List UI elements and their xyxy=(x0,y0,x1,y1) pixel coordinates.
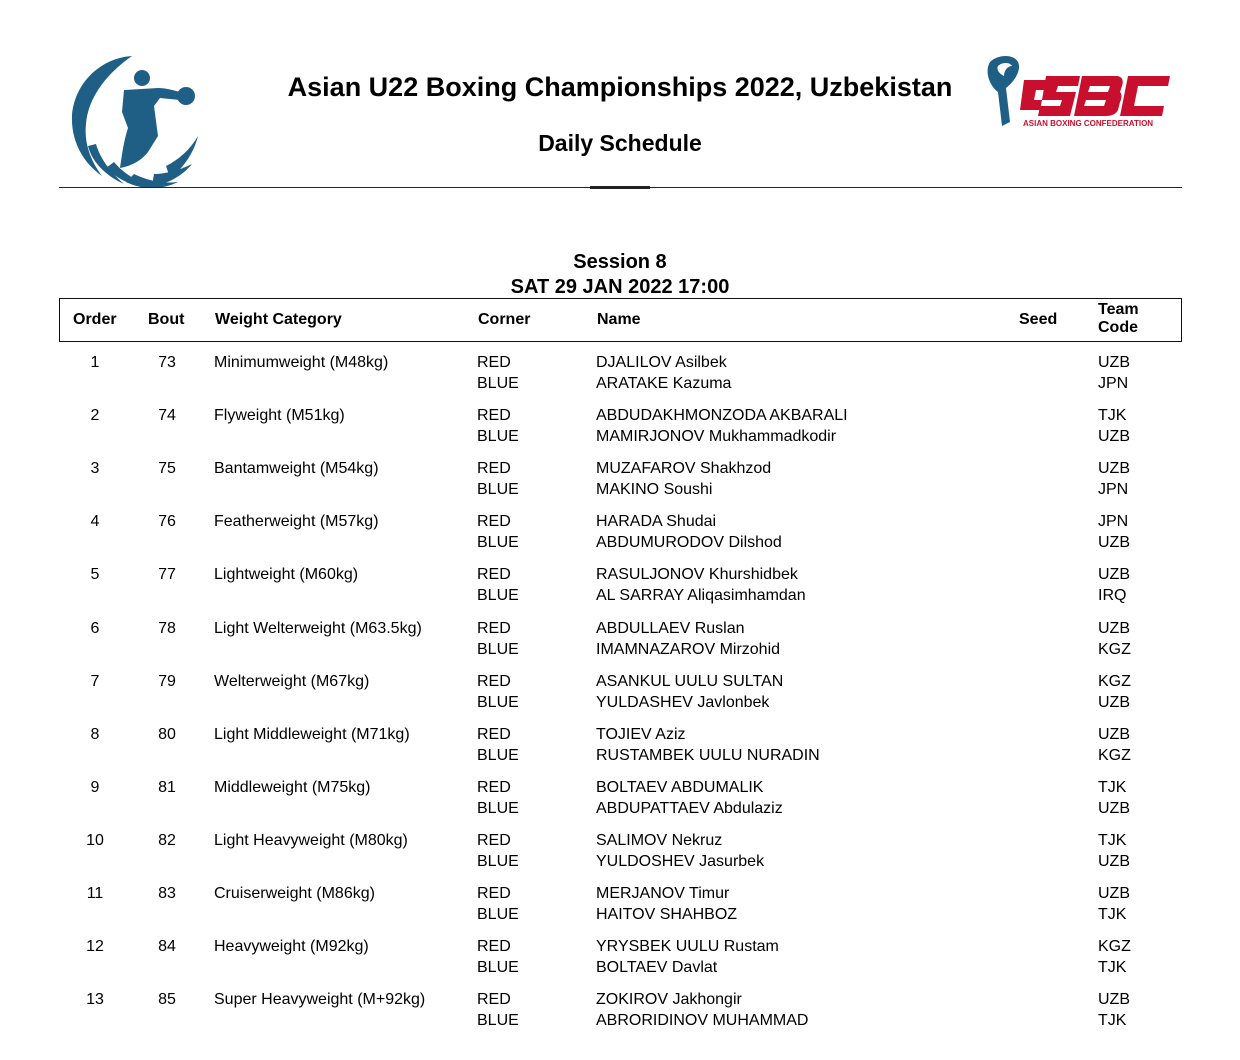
weight-category: Heavyweight (M92kg) xyxy=(214,938,369,956)
bout-number: 74 xyxy=(158,407,176,425)
team-code-cell xyxy=(1098,564,1130,606)
weight-category-cell xyxy=(214,564,358,585)
team-code-blue: IRQ xyxy=(1098,587,1127,605)
bout-order: 6 xyxy=(90,619,100,637)
bout-order: 7 xyxy=(90,672,100,690)
boxer-name-blue: ARATAKE Kazuma xyxy=(596,375,732,392)
weight-category: Light Welterweight (M63.5kg) xyxy=(214,619,422,637)
boxer-name-red: ASANKUL UULU SULTAN xyxy=(596,672,784,690)
bout-order: 2 xyxy=(90,407,100,425)
table-row xyxy=(59,352,1182,394)
col-bout: Bout xyxy=(148,311,185,328)
col-weight: Weight Category xyxy=(215,311,342,328)
bout-order-cell xyxy=(59,724,131,745)
bout-number: 81 xyxy=(158,778,176,796)
team-code-blue: KGZ xyxy=(1098,640,1131,658)
bout-number: 80 xyxy=(158,725,176,743)
session-info xyxy=(0,250,1240,300)
boxer-name-red: BOLTAEV ABDUMALIK xyxy=(596,778,764,796)
boxer-name-blue: AL SARRAY Aliqasimhamdan xyxy=(596,587,806,605)
corner-cell xyxy=(477,671,519,713)
boxer-name-red: ABDUDAKHMONZODA AKBARALI xyxy=(596,407,848,425)
bout-order: 4 xyxy=(90,513,100,531)
team-code-cell xyxy=(1098,458,1130,500)
team-code-blue: TJK xyxy=(1098,959,1127,977)
boxer-name-cell xyxy=(596,458,771,500)
team-code-red: KGZ xyxy=(1098,672,1131,690)
corner-red: RED xyxy=(477,460,511,478)
team-code-blue: UZB xyxy=(1098,799,1130,817)
team-code-red: JPN xyxy=(1098,513,1129,531)
team-code-red: TJK xyxy=(1098,407,1127,425)
bout-number-cell xyxy=(147,671,187,692)
col-order: Order xyxy=(73,311,117,328)
boxer-name-cell xyxy=(596,936,779,978)
team-code-red: UZB xyxy=(1098,354,1130,371)
bout-order: 13 xyxy=(86,991,104,1009)
team-code-red: UZB xyxy=(1098,725,1130,743)
boxer-name-red: HARADA Shudai xyxy=(596,513,717,531)
corner-cell xyxy=(477,724,519,766)
boxer-name-cell xyxy=(596,405,848,447)
bout-order-cell xyxy=(59,830,131,851)
bout-number-cell xyxy=(147,564,187,585)
boxer-name-red: ABDULLAEV Ruslan xyxy=(596,619,745,637)
corner-blue: BLUE xyxy=(477,959,519,977)
team-code-blue: JPN xyxy=(1098,481,1129,499)
boxer-name-blue: HAITOV SHAHBOZ xyxy=(596,906,738,923)
table-row xyxy=(59,883,1182,925)
bout-order-cell xyxy=(59,405,131,426)
corner-cell xyxy=(477,352,519,394)
corner-blue: BLUE xyxy=(477,640,519,658)
table-row xyxy=(59,671,1182,713)
corner-blue: BLUE xyxy=(477,746,519,764)
weight-category: Minimumweight (M48kg) xyxy=(214,354,389,371)
team-code-blue: UZB xyxy=(1098,852,1130,870)
boxer-name-blue: MAKINO Soushi xyxy=(596,481,713,499)
corner-red: RED xyxy=(477,831,511,849)
bout-number: 77 xyxy=(158,566,176,584)
col-team-line2: Code xyxy=(1098,319,1138,336)
team-code-cell xyxy=(1098,511,1130,553)
boxer-name-red: MERJANOV Timur xyxy=(596,885,730,902)
weight-category-cell xyxy=(214,989,425,1010)
team-code-cell xyxy=(1098,936,1131,978)
weight-category-cell xyxy=(214,458,379,479)
corner-blue: BLUE xyxy=(477,1012,519,1030)
team-code-red: TJK xyxy=(1098,778,1127,796)
bout-number: 82 xyxy=(158,831,176,849)
weight-category: Cruiserweight (M86kg) xyxy=(214,885,375,902)
corner-cell xyxy=(477,618,519,660)
page-title: Asian U22 Boxing Championships 2022, Uzbekistan xyxy=(287,72,953,102)
bout-order-cell xyxy=(59,511,131,532)
corner-red: RED xyxy=(477,725,511,743)
corner-red: RED xyxy=(477,407,511,425)
bout-number-cell xyxy=(147,830,187,851)
bout-number-cell xyxy=(147,511,187,532)
weight-category-cell xyxy=(214,936,369,957)
col-seed: Seed xyxy=(1019,311,1058,328)
table-row xyxy=(59,936,1182,978)
corner-red: RED xyxy=(477,938,511,956)
team-code-red: UZB xyxy=(1098,991,1130,1009)
team-code-cell xyxy=(1098,671,1131,713)
boxer-name-red: MUZAFAROV Shakhzod xyxy=(596,460,772,478)
boxer-name-cell xyxy=(596,989,808,1031)
boxer-name-cell xyxy=(596,671,783,713)
boxer-name-cell xyxy=(596,777,783,819)
corner-cell xyxy=(477,883,519,925)
corner-red: RED xyxy=(477,619,511,637)
boxer-name-blue: YULDOSHEV Jasurbek xyxy=(596,852,765,870)
team-code-red: UZB xyxy=(1098,460,1130,478)
weight-category: Welterweight (M67kg) xyxy=(214,672,370,690)
boxer-name-blue: ABDUMURODOV Dilshod xyxy=(596,534,782,552)
corner-red: RED xyxy=(477,566,511,584)
bout-number: 73 xyxy=(158,354,176,371)
corner-red: RED xyxy=(477,778,511,796)
team-code-cell xyxy=(1098,724,1131,766)
corner-cell xyxy=(477,830,519,872)
table-row xyxy=(59,830,1182,872)
corner-cell xyxy=(477,458,519,500)
team-code-red: KGZ xyxy=(1098,938,1131,956)
weight-category: Lightweight (M60kg) xyxy=(214,566,359,584)
table-row xyxy=(59,989,1182,1031)
corner-blue: BLUE xyxy=(477,428,519,446)
bout-order-cell xyxy=(59,936,131,957)
corner-blue: BLUE xyxy=(477,587,519,605)
table-header xyxy=(59,298,1182,342)
bout-number-cell xyxy=(147,352,187,373)
col-team-code xyxy=(1098,301,1139,337)
boxer-name-red: RASULJONOV Khurshidbek xyxy=(596,566,798,584)
boxer-name-red: ZOKIROV Jakhongir xyxy=(596,991,742,1009)
corner-cell xyxy=(477,511,519,553)
boxer-name-red: SALIMOV Nekruz xyxy=(596,831,723,849)
bout-order: 1 xyxy=(90,354,100,371)
team-code-blue: JPN xyxy=(1098,375,1129,392)
bout-number-cell xyxy=(147,777,187,798)
team-code-blue: KGZ xyxy=(1098,746,1131,764)
corner-cell xyxy=(477,989,519,1031)
bout-number: 84 xyxy=(158,938,176,956)
team-code-cell xyxy=(1098,989,1130,1031)
team-code-red: UZB xyxy=(1098,619,1130,637)
table-row xyxy=(59,564,1182,606)
bout-order: 12 xyxy=(86,938,104,956)
bout-number: 75 xyxy=(158,460,176,478)
corner-red: RED xyxy=(477,991,511,1009)
boxer-name-cell xyxy=(596,618,780,660)
bout-order-cell xyxy=(59,564,131,585)
team-code-blue: TJK xyxy=(1098,1012,1127,1030)
bout-order-cell xyxy=(59,777,131,798)
boxer-name-blue: MAMIRJONOV Mukhammadkodir xyxy=(596,428,837,446)
session-name: Session 8 xyxy=(573,251,667,273)
bout-order: 3 xyxy=(90,460,100,478)
corner-red: RED xyxy=(477,513,511,531)
table-row xyxy=(59,618,1182,660)
bout-number: 79 xyxy=(158,672,176,690)
corner-blue: BLUE xyxy=(477,481,519,499)
bout-number: 83 xyxy=(158,885,176,902)
col-corner: Corner xyxy=(478,311,531,328)
bout-order-cell xyxy=(59,352,131,373)
weight-category-cell xyxy=(214,511,379,532)
corner-cell xyxy=(477,777,519,819)
corner-blue: BLUE xyxy=(477,534,519,552)
corner-cell xyxy=(477,405,519,447)
table-row xyxy=(59,458,1182,500)
bout-order: 11 xyxy=(86,885,104,902)
team-code-red: UZB xyxy=(1098,566,1130,584)
bout-number: 78 xyxy=(158,619,176,637)
boxer-name-cell xyxy=(596,564,806,606)
bout-order: 10 xyxy=(86,831,104,849)
team-code-blue: TJK xyxy=(1098,906,1127,923)
corner-cell xyxy=(477,936,519,978)
weight-category: Light Middleweight (M71kg) xyxy=(214,725,410,743)
team-code-red: UZB xyxy=(1098,885,1130,902)
bout-number-cell xyxy=(147,618,187,639)
corner-red: RED xyxy=(477,885,511,902)
bout-order-cell xyxy=(59,458,131,479)
page-subtitle: Daily Schedule xyxy=(538,130,702,156)
bout-order: 5 xyxy=(90,566,100,584)
weight-category: Flyweight (M51kg) xyxy=(214,407,345,425)
team-code-cell xyxy=(1098,405,1130,447)
bout-number-cell xyxy=(147,936,187,957)
boxer-name-blue: YULDASHEV Javlonbek xyxy=(596,693,770,711)
corner-blue: BLUE xyxy=(477,799,519,817)
corner-red: RED xyxy=(477,354,511,371)
corner-red: RED xyxy=(477,672,511,690)
weight-category-cell xyxy=(214,883,375,904)
weight-category-cell xyxy=(214,671,369,692)
boxer-name-blue: ABRORIDINOV MUHAMMAD xyxy=(596,1012,809,1030)
boxer-name-blue: RUSTAMBEK UULU NURADIN xyxy=(596,746,820,764)
corner-blue: BLUE xyxy=(477,693,519,711)
bout-number-cell xyxy=(147,724,187,745)
boxer-name-blue: BOLTAEV Davlat xyxy=(596,959,718,977)
bout-order: 9 xyxy=(90,778,100,796)
boxer-name-red: TOJIEV Aziz xyxy=(596,725,686,743)
boxer-name-blue: IMAMNAZAROV Mirzohid xyxy=(596,640,781,658)
boxer-name-red: DJALILOV Asilbek xyxy=(596,354,727,371)
boxer-name-cell xyxy=(596,352,731,394)
weight-category: Super Heavyweight (M+92kg) xyxy=(214,991,426,1009)
table-row xyxy=(59,724,1182,766)
bout-order-cell xyxy=(59,989,131,1010)
team-code-cell xyxy=(1098,618,1131,660)
bout-order-cell xyxy=(59,671,131,692)
col-name: Name xyxy=(597,311,641,328)
boxer-name-cell xyxy=(596,883,737,925)
boxer-name-red: YRYSBEK UULU Rustam xyxy=(596,938,779,956)
weight-category-cell xyxy=(214,724,410,745)
table-row xyxy=(59,405,1182,447)
team-code-red: TJK xyxy=(1098,831,1127,849)
weight-category: Middleweight (M75kg) xyxy=(214,778,371,796)
bout-order-cell xyxy=(59,883,131,904)
corner-blue: BLUE xyxy=(477,375,519,392)
team-code-cell xyxy=(1098,777,1130,819)
team-code-blue: UZB xyxy=(1098,534,1130,552)
boxer-name-cell xyxy=(596,724,820,766)
boxer-name-cell xyxy=(596,830,764,872)
team-code-cell xyxy=(1098,883,1130,925)
weight-category: Light Heavyweight (M80kg) xyxy=(214,831,408,849)
session-datetime: SAT 29 JAN 2022 17:00 xyxy=(510,276,730,298)
corner-blue: BLUE xyxy=(477,906,519,923)
bout-number: 76 xyxy=(158,513,176,531)
bout-order: 8 xyxy=(90,725,100,743)
weight-category-cell xyxy=(214,352,388,373)
bout-number-cell xyxy=(147,405,187,426)
team-code-cell xyxy=(1098,352,1130,394)
weight-category: Bantamweight (M54kg) xyxy=(214,460,379,478)
bout-number-cell xyxy=(147,458,187,479)
weight-category: Featherweight (M57kg) xyxy=(214,513,379,531)
corner-cell xyxy=(477,564,519,606)
team-code-blue: UZB xyxy=(1098,693,1130,711)
weight-category-cell xyxy=(214,777,371,798)
divider-mark xyxy=(590,186,650,189)
team-code-blue: UZB xyxy=(1098,428,1130,446)
col-team-line1: Team xyxy=(1098,301,1139,318)
table-row xyxy=(59,777,1182,819)
weight-category-cell xyxy=(214,405,345,426)
bout-number-cell xyxy=(147,883,187,904)
bout-order-cell xyxy=(59,618,131,639)
boxer-name-blue: ABDUPATTAEV Abdulaziz xyxy=(596,799,783,817)
weight-category-cell xyxy=(214,830,408,851)
weight-category-cell xyxy=(214,618,422,639)
table-row xyxy=(59,511,1182,553)
bout-number-cell xyxy=(147,989,187,1010)
corner-blue: BLUE xyxy=(477,852,519,870)
team-code-cell xyxy=(1098,830,1130,872)
asbc-caption: ASIAN BOXING CONFEDERATION xyxy=(1023,119,1154,128)
bout-number: 85 xyxy=(158,991,176,1009)
boxer-name-cell xyxy=(596,511,782,553)
